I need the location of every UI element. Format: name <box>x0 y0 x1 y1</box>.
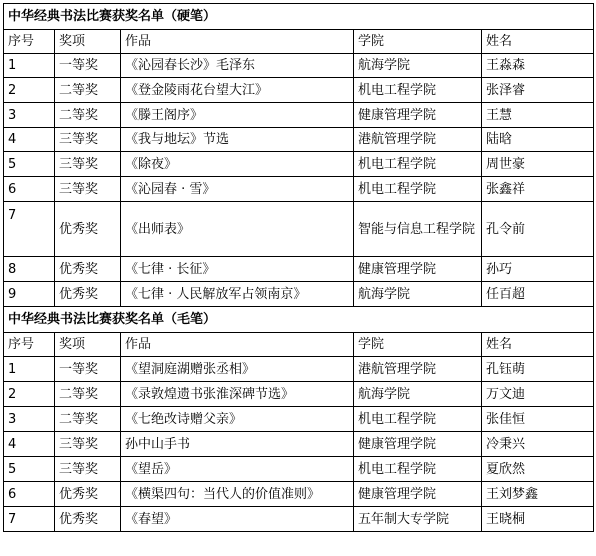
award-cell: 三等奖 <box>55 128 121 152</box>
work-cell: 孙中山手书 <box>121 432 354 457</box>
work-cell: 《七绝改诗赠父亲》 <box>121 407 354 432</box>
work-cell: 《春望》 <box>121 507 354 532</box>
college-cell: 航海学院 <box>354 54 482 78</box>
table-row <box>4 78 594 103</box>
name-cell: 张鑫祥 <box>482 177 594 202</box>
award-cell: 优秀奖 <box>55 482 121 507</box>
college-cell: 港航管理学院 <box>354 357 482 382</box>
work-cell: 《出师表》 <box>121 202 354 257</box>
index-cell: 1 <box>4 357 55 382</box>
index-cell: 3 <box>4 103 55 128</box>
college-cell: 健康管理学院 <box>354 103 482 128</box>
header-cell-award: 奖项 <box>55 30 121 54</box>
college-cell: 航海学院 <box>354 382 482 407</box>
table-row <box>4 202 594 257</box>
table-row <box>4 152 594 177</box>
award-cell: 三等奖 <box>55 457 121 482</box>
header-cell-work: 作品 <box>121 30 354 54</box>
college-cell: 机电工程学院 <box>354 78 482 103</box>
college-cell: 健康管理学院 <box>354 482 482 507</box>
table-row <box>4 432 594 457</box>
college-cell: 健康管理学院 <box>354 257 482 282</box>
header-cell-index: 序号 <box>4 30 55 54</box>
table-row <box>4 257 594 282</box>
award-cell: 优秀奖 <box>55 507 121 532</box>
header-cell-college: 学院 <box>354 30 482 54</box>
award-cell: 一等奖 <box>55 357 121 382</box>
name-cell: 王晓桐 <box>482 507 594 532</box>
index-cell: 9 <box>4 282 55 307</box>
header-cell-name: 姓名 <box>482 30 594 54</box>
name-cell: 陆晗 <box>482 128 594 152</box>
table-row <box>4 282 594 307</box>
award-cell: 三等奖 <box>55 432 121 457</box>
name-cell: 夏欣然 <box>482 457 594 482</box>
college-cell: 智能与信息工程学院 <box>354 202 482 257</box>
college-cell: 机电工程学院 <box>354 457 482 482</box>
work-cell: 《望岳》 <box>121 457 354 482</box>
name-cell: 孙巧 <box>482 257 594 282</box>
college-cell: 机电工程学院 <box>354 152 482 177</box>
award-cell: 优秀奖 <box>55 282 121 307</box>
index-cell: 6 <box>4 177 55 202</box>
name-cell: 张佳恒 <box>482 407 594 432</box>
award-cell: 一等奖 <box>55 54 121 78</box>
index-cell: 5 <box>4 457 55 482</box>
section-title: 中华经典书法比赛获奖名单（硬笔） <box>4 4 594 30</box>
name-cell: 王慧 <box>482 103 594 128</box>
table-row <box>4 357 594 382</box>
table-row <box>4 507 594 532</box>
work-cell: 《沁园春 · 雪》 <box>121 177 354 202</box>
award-cell: 优秀奖 <box>55 257 121 282</box>
table-row <box>4 54 594 78</box>
index-cell: 8 <box>4 257 55 282</box>
index-cell: 7 <box>4 202 55 257</box>
header-row <box>4 333 594 357</box>
header-cell-college: 学院 <box>354 333 482 357</box>
college-cell: 五年制大专学院 <box>354 507 482 532</box>
index-cell: 1 <box>4 54 55 78</box>
table-row <box>4 382 594 407</box>
table-row <box>4 103 594 128</box>
work-cell: 《除夜》 <box>121 152 354 177</box>
work-cell: 《滕王阁序》 <box>121 103 354 128</box>
college-cell: 港航管理学院 <box>354 128 482 152</box>
work-cell: 《录敦煌遗书张淮深碑节选》 <box>121 382 354 407</box>
name-cell: 王刘梦鑫 <box>482 482 594 507</box>
header-cell-work: 作品 <box>121 333 354 357</box>
index-cell: 2 <box>4 78 55 103</box>
name-cell: 孔令前 <box>482 202 594 257</box>
name-cell: 王淼森 <box>482 54 594 78</box>
section-title: 中华经典书法比赛获奖名单（毛笔） <box>4 307 594 333</box>
name-cell: 周世豪 <box>482 152 594 177</box>
awards-table <box>3 3 594 532</box>
index-cell: 3 <box>4 407 55 432</box>
work-cell: 《七律 · 长征》 <box>121 257 354 282</box>
name-cell: 冷秉兴 <box>482 432 594 457</box>
table-row <box>4 177 594 202</box>
award-cell: 三等奖 <box>55 152 121 177</box>
work-cell: 《横渠四句：当代人的价值准则》 <box>121 482 354 507</box>
award-cell: 优秀奖 <box>55 202 121 257</box>
college-cell: 机电工程学院 <box>354 177 482 202</box>
name-cell: 万文迪 <box>482 382 594 407</box>
table-row <box>4 128 594 152</box>
table-row <box>4 407 594 432</box>
work-cell: 《七律 · 人民解放军占领南京》 <box>121 282 354 307</box>
table-row <box>4 457 594 482</box>
award-cell: 二等奖 <box>55 382 121 407</box>
work-cell: 《望洞庭湖赠张丞相》 <box>121 357 354 382</box>
index-cell: 6 <box>4 482 55 507</box>
award-cell: 二等奖 <box>55 103 121 128</box>
work-cell: 《沁园春长沙》毛泽东 <box>121 54 354 78</box>
table-row <box>4 482 594 507</box>
header-row <box>4 30 594 54</box>
college-cell: 航海学院 <box>354 282 482 307</box>
award-cell: 二等奖 <box>55 407 121 432</box>
name-cell: 张泽睿 <box>482 78 594 103</box>
work-cell: 《登金陵雨花台望大江》 <box>121 78 354 103</box>
college-cell: 健康管理学院 <box>354 432 482 457</box>
header-cell-index: 序号 <box>4 333 55 357</box>
work-cell: 《我与地坛》节选 <box>121 128 354 152</box>
index-cell: 4 <box>4 432 55 457</box>
header-cell-award: 奖项 <box>55 333 121 357</box>
award-cell: 二等奖 <box>55 78 121 103</box>
header-cell-name: 姓名 <box>482 333 594 357</box>
index-cell: 7 <box>4 507 55 532</box>
index-cell: 2 <box>4 382 55 407</box>
award-cell: 三等奖 <box>55 177 121 202</box>
section-title-row <box>4 4 594 30</box>
name-cell: 孔钰萌 <box>482 357 594 382</box>
college-cell: 机电工程学院 <box>354 407 482 432</box>
section-title-row <box>4 307 594 333</box>
name-cell: 任百超 <box>482 282 594 307</box>
index-cell: 4 <box>4 128 55 152</box>
index-cell: 5 <box>4 152 55 177</box>
